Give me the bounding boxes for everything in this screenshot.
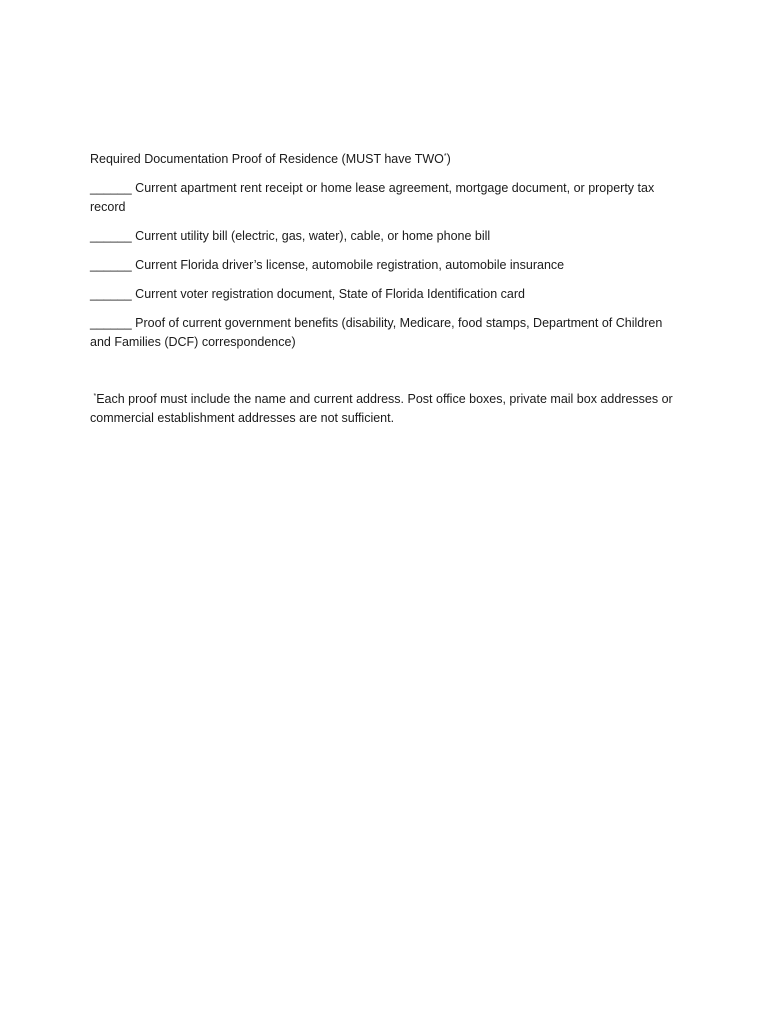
document-heading [90, 150, 680, 169]
checklist-item-government-benefits: ______ Proof of current government benefits (disability, Medicare, food stamps, Department of Children and Families (DCF) correspondence) [90, 316, 663, 349]
footnote [90, 390, 680, 428]
document-body [90, 150, 680, 428]
heading-close-paren: ) [446, 152, 451, 166]
footnote-asterisk: * [93, 393, 97, 400]
checklist-item-utility-bill: ______ Current utility bill (electric, gas, water), cable, or home phone bill [90, 229, 491, 243]
footnote-text: Each proof must include the name and current address. Post office boxes, private mail box addresses or commercial establishment addresses are not sufficient. [90, 392, 673, 425]
checklist-item-drivers-license: ______ Current Florida driver’s license, automobile registration, automobile insurance [90, 258, 565, 272]
heading-asterisk: * [443, 153, 447, 160]
heading-text: Required Documentation Proof of Residence (MUST have TWO [90, 152, 444, 166]
checklist-item-voter-registration: ______ Current voter registration document, State of Florida Identification card [90, 287, 525, 301]
checklist-item-rent-lease: ______ Current apartment rent receipt or home lease agreement, mortgage document, or property tax record [90, 181, 655, 214]
